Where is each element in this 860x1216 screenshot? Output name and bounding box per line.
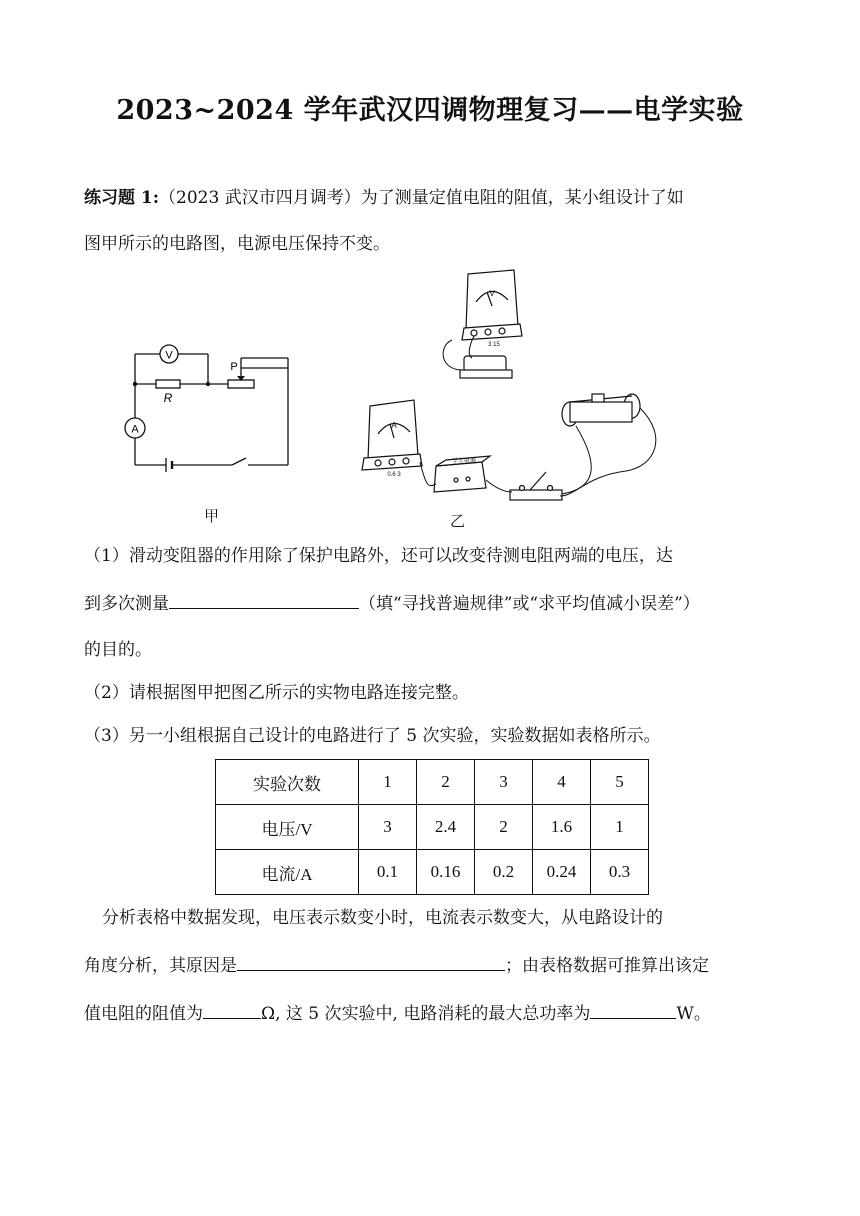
intro-line-1: （2023 武汉市四月调考）为了测量定值电阻的阻值，某小组设计了如	[159, 188, 684, 208]
analysis-line-1: 分析表格中数据发现，电压表示数变小时，电流表示数变大，从电路设计的	[102, 908, 663, 928]
analysis-line-3-b: Ω, 这 5 次实验中, 电路消耗的最大总功率为	[261, 1004, 591, 1024]
table-cell: 0.2	[475, 850, 533, 895]
table-cell: 实验次数	[216, 760, 359, 805]
apparatus-diagram-yi	[356, 266, 672, 516]
table-cell: 0.3	[591, 850, 649, 895]
answer-blank-4[interactable]	[590, 1000, 676, 1019]
table-cell: 2.4	[417, 805, 475, 850]
part-1-line-2-pre: 到多次测量	[84, 594, 169, 614]
analysis-line-2-post: ；由表格数据可推算出该定	[505, 956, 709, 976]
part-1-line-1: （1）滑动变阻器的作用除了保护电路外，还可以改变待测电阻两端的电压，达	[84, 546, 673, 566]
ammeter-terminal-label: 0.6 3	[387, 472, 401, 478]
question-label: 练习题 1:	[84, 188, 160, 208]
table-cell: 1.6	[533, 805, 591, 850]
figure-yi-label: 乙	[450, 512, 466, 530]
table-cell: 0.24	[533, 850, 591, 895]
analysis-line-3-a: 值电阻的阻值为	[84, 1004, 203, 1024]
table-cell: 3	[359, 805, 417, 850]
voltmeter-terminal-label: 3 15	[488, 342, 500, 348]
svg-text:A: A	[391, 421, 397, 430]
power-supply-label: 学生电源	[451, 459, 477, 465]
table-cell: 2	[417, 760, 475, 805]
slider-label: P	[230, 361, 238, 373]
table-cell: 5	[591, 760, 649, 805]
part-1	[84, 544, 778, 662]
data-table	[215, 759, 649, 895]
part-1-line-2-post: （填“寻找普遍规律”或“求平均值减小误差”）	[359, 594, 700, 614]
table-cell: 电流/A	[216, 850, 359, 895]
voltmeter-symbol-label: V	[165, 349, 173, 362]
table-cell: 0.1	[359, 850, 417, 895]
answer-blank-1[interactable]	[169, 590, 359, 609]
ammeter-symbol-label: A	[131, 423, 139, 436]
circuit-diagram-jia	[118, 340, 298, 480]
answer-blank-2[interactable]	[237, 952, 505, 971]
figure-jia-label: 甲	[204, 507, 220, 525]
table-row	[216, 805, 649, 850]
svg-text:V: V	[489, 289, 495, 298]
part-1-line-3: 的目的。	[84, 640, 152, 660]
table-cell: 3	[475, 760, 533, 805]
table-cell: 0.16	[417, 850, 475, 895]
analysis-line-2-pre: 角度分析，其原因是	[84, 956, 237, 976]
part-3: （3）另一小组根据自己设计的电路进行了 5 次实验，实验数据如表格所示。	[84, 726, 661, 746]
answer-blank-3[interactable]	[203, 1000, 261, 1019]
table-cell: 1	[359, 760, 417, 805]
table-cell: 1	[591, 805, 649, 850]
table-cell: 电压/V	[216, 805, 359, 850]
resistor-label: R	[163, 391, 173, 405]
analysis	[84, 906, 778, 1026]
table-cell: 2	[475, 805, 533, 850]
intro-line-2: 图甲所示的电路图，电源电压保持不变。	[84, 234, 390, 254]
page-title: 2023~2024 学年武汉四调物理复习——电学实验	[116, 95, 744, 126]
table-row	[216, 850, 649, 895]
analysis-line-3-c: W。	[676, 1004, 711, 1024]
table-cell: 4	[533, 760, 591, 805]
part-2: （2）请根据图甲把图乙所示的实物电路连接完整。	[84, 683, 469, 703]
question-intro	[84, 186, 778, 256]
table-row	[216, 760, 649, 805]
